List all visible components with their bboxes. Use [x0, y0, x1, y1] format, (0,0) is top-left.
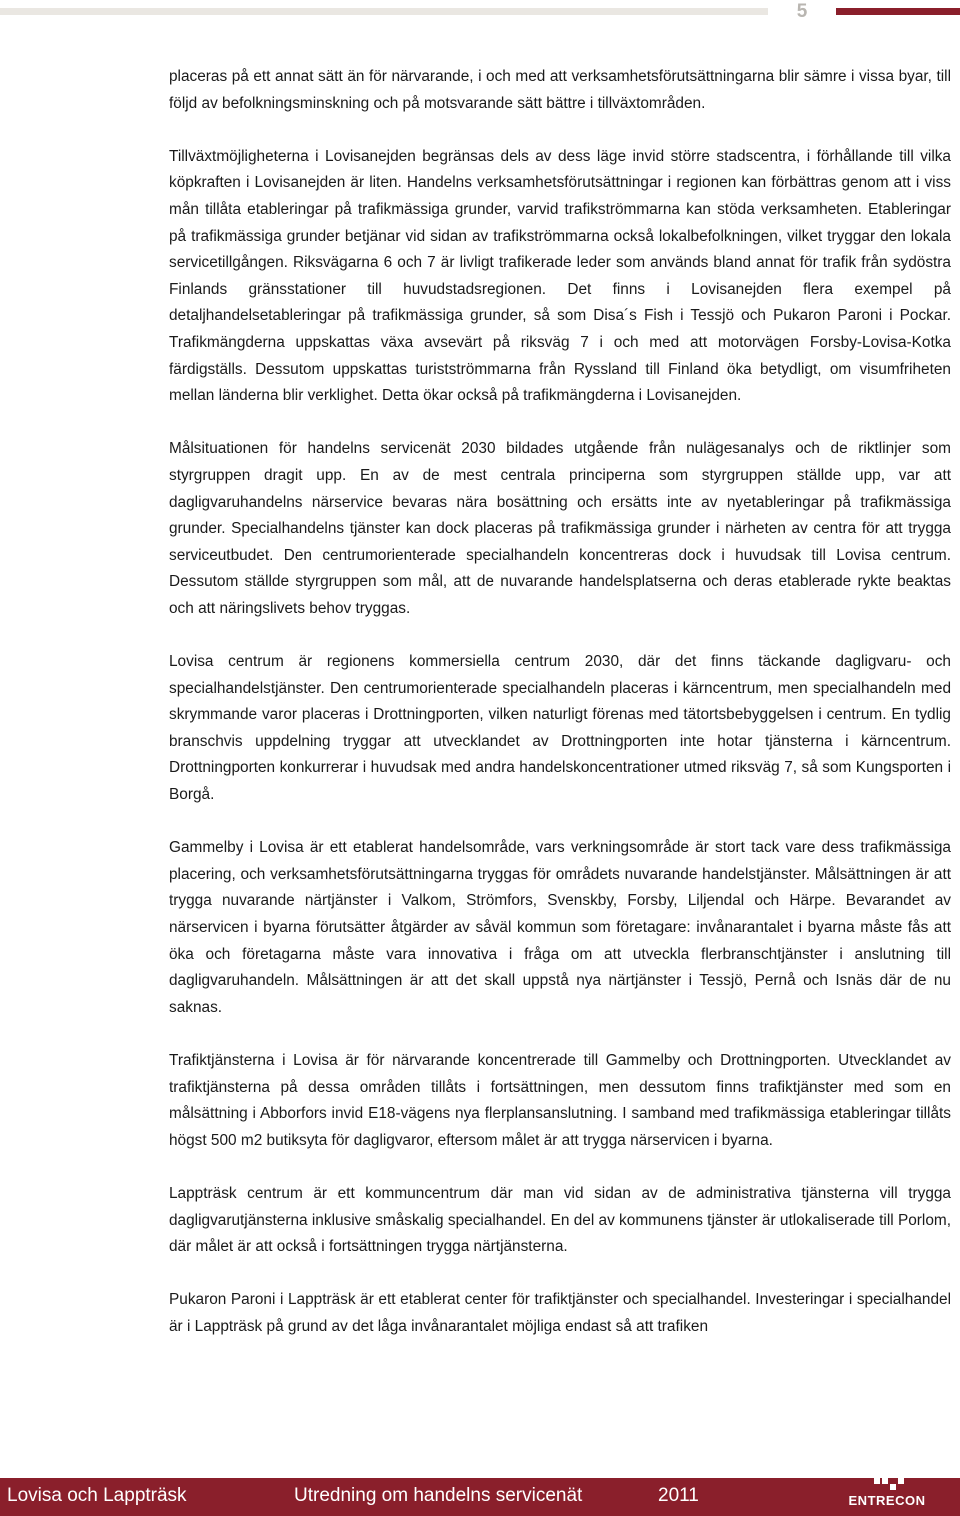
page-number: 5 — [796, 1, 808, 22]
document-body — [169, 64, 951, 1367]
paragraph: Målsituationen för handelns servicenät 2030 bildades utgående från nulägesanalys och de riktlinjer som styrgruppen dragit upp. En av de mest centrala principerna som styrgruppen ställde upp, var att dagligvaruhandelns närservice bevaras nära bosättning och ersätts inte av nyetableringar på trafikmässiga grunder. Specialhandelns tjänster kan dock placeras på trafikmässiga grunder i närheten av centra för att trygga serviceutbudet. Den centrumorienterade specialhandeln koncentreras dock i huvudsak till Lovisa centrum. Dessutom ställde styrgruppen som mål, att de nuvarande handelsplatserna och deras etablerade rykte beaktas och att näringslivets behov tryggas. — [169, 440, 951, 617]
header-rule-left — [0, 8, 768, 15]
paragraph: placeras på ett annat sätt än för närvarande, i och med att verksamhetsförutsättningarna blir sämre i vissa byar, till följd av befolkningsminskning och på motsvarande sätt bättre i tillväxtområden. — [169, 68, 951, 112]
entrecon-grid-logo-icon — [874, 1462, 904, 1490]
paragraph: Trafiktjänsterna i Lovisa är för närvarande koncentrerade till Gammelby och Drottningporten. Utvecklandet av trafiktjänsterna på dessa områden tillåts i fortsättningen, men dessutom finns trafiktjänster med som en målsättning i Abborfors invid E18-vägens nya flerplansanslutning. I samband med trafikmässiga etableringar tillåts högst 500 m2 butiksyta för dagligvaror, eftersom målet är att trygga närservicen i byarna. — [169, 1051, 951, 1149]
entrecon-logo — [842, 1462, 932, 1514]
paragraph: Pukaron Paroni i Lappträsk är ett etablerat center för trafiktjänster och specialhandel. Investeringar i specialhandel är i Lappträsk på grund av det låga invånarantalet möjliga endast så att trafiken — [169, 1291, 951, 1335]
logo-wordmark: ENTRECON — [848, 1493, 926, 1508]
paragraph: Lappträsk centrum är ett kommuncentrum där man vid sidan av de administrativa tjänsterna vill trygga dagligvarutjänsterna inklusive småskalig specialhandel. En del av kommunens tjänster är utlokaliserade till Porlom, där målet är att också i fortsättningen trygga närtjänsterna. — [169, 1184, 951, 1256]
paragraph: Gammelby i Lovisa är ett etablerat handelsområde, vars verkningsområde är stort tack vare dess trafikmässiga placering, och verksamhetsförutsättningarna tryggas för områdets nuvarande handelstjänster. Målsättningen är att trygga nuvarande närtjänster i Valkom, Strömfors, Svenskby, Forsby, Liljendal och Härpe. Bevarandet av närservicen i byarna förutsätter åtgärder av såväl kommun som företagare: invånarantalet i byarna måste fås att öka och företagarna måste vara innovativa i fråga om att utveckla flerbranschtjänster i anslutning till dagligvaruhandeln. Målsättningen är att det skall uppstå nya närtjänster i Tessjö, Pernå och Isnäs där de nu saknas. — [169, 839, 951, 1016]
footer-report-title: Utredning om handelns servicenät — [294, 1485, 583, 1506]
paragraph: Lovisa centrum är regionens kommersiella centrum 2030, där det finns täckande dagligvaru- och specialhandelstjänster. Den centrumorienterade specialhandeln placeras i kärncentrum, men specialhandeln med skrymmande varor placeras i Drottningporten, vilken naturligt förenas med tätortsbebyggelsen i centrum. En tydlig branschvis uppdelning tryggar att utvecklandet av Drottningporten inte hotar tjänsterna i kärncentrum. Drottningporten konkurrerar i huvudsak med andra handelskoncentrationer utmed riksväg 7, så som Kungsporten i Borgå. — [169, 653, 951, 804]
footer-municipalities: Lovisa och Lappträsk — [7, 1485, 187, 1506]
header-accent-bar — [836, 8, 960, 15]
page-footer — [0, 1478, 960, 1516]
footer-year: 2011 — [658, 1485, 699, 1506]
paragraph: Tillväxtmöjligheterna i Lovisanejden begränsas dels av dess läge invid större stadscentra, i förhållande till vilka köpkraften i Lovisanejden är liten. Handelns verksamhetsförutsättningar i regionen kan förbättras genom att i viss mån tillåta etableringar på trafikmässiga grunder, varvid trafikströmmarna kan stöda verksamheten. Etableringar på trafikmässiga grunder betjänar vid sidan av trafikströmmarna också lokalbefolkningen, vilket tryggar den lokala servicetillgången. Riksvägarna 6 och 7 är livligt trafikerade leder som används bland annat för trafik från sydöstra Finlands gränsstationer till huvudstadsregionen. Det finns i Lovisanejden flera exempel på detaljhandelsetableringar på trafikmässiga grunder, så som Disa´s Fish i Tessjö och Pukaron Paroni i Pockar. Trafikmängderna uppskattas växa avsevärt på riksväg 7 i och med att motorvägen Forsby-Lovisa-Kotka färdigställs. Dessutom uppskattas turistströmmarna från Ryssland till Finland öka betydligt, om visumfriheten mellan länderna blir verklighet. Detta ökar också på trafikmängderna i Lovisanejden. — [169, 147, 951, 405]
